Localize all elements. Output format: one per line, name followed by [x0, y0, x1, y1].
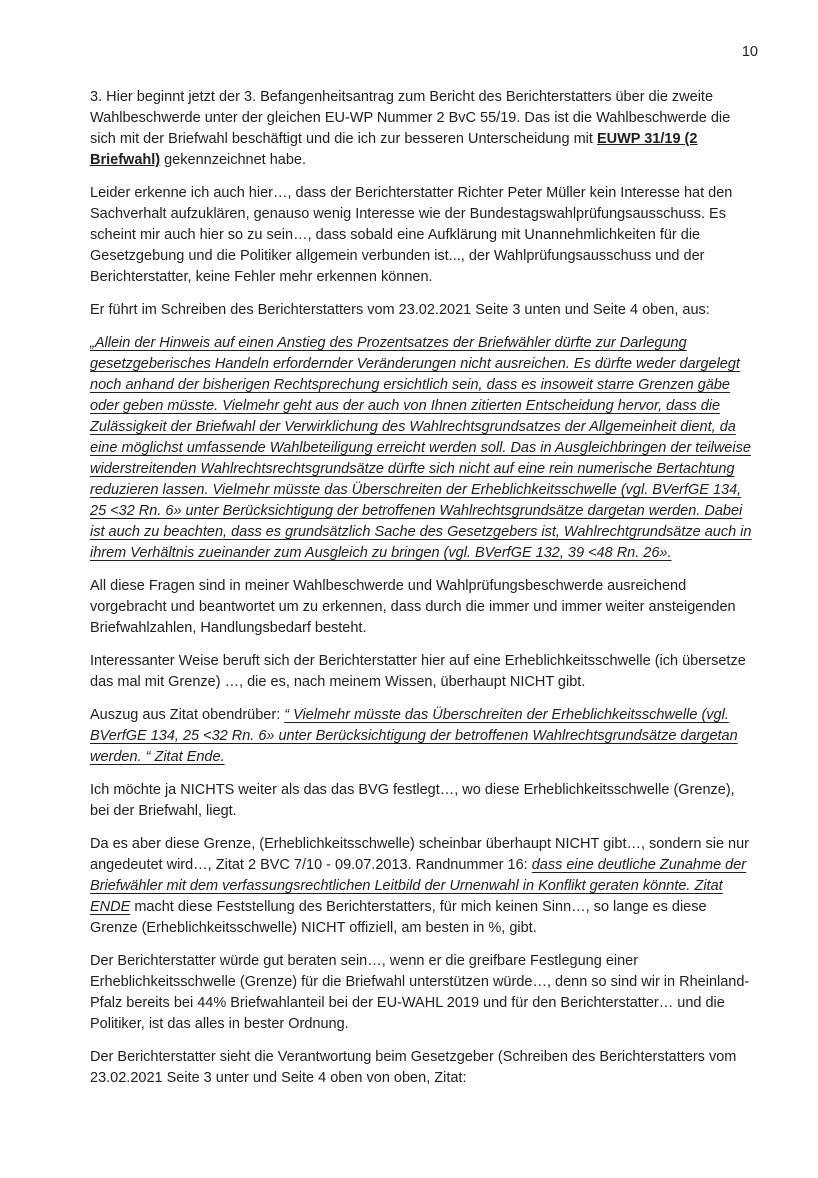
- para-gut-beraten: Der Berichterstatter würde gut beraten sein…, wenn er die greifbare Festlegung einer Erheblichkeitsschwelle (Grenze) für die Briefwahl unterstützen würde…, denn so sind wir in Rheinland-Pfalz bereits bei 44% Briefwahlanteil bei der EU-WAHL 2019 und für den Berichterstatter… und die Politiker, ist das alles in bester Ordnung.: [90, 953, 750, 1032]
- inline-quote-erheblichkeitsschwelle: “ Vielmehr müsste das Überschreiten der Erheblichkeitsschwelle (vgl. BVerfGE 134, 25 <32 Rn. 6» unter Berücksichtigung der betroffenen Wahlrechtsgrundsätze dargetan werden. “ Zitat Ende.: [90, 707, 738, 765]
- para-kein-interesse: Leider erkenne ich auch hier…, dass der Berichterstatter Richter Peter Müller kein Interesse hat den Sachverhalt aufzuklären, genauso wenig Interesse wie der Bundestagswahlprüfungsausschuss. Es scheint mir auch hier so zu sein…, dass sobald eine Aufklärung mit Unannehmlichkeiten für die Gesetzgebung und die Politiker allgemein verbunden ist..., der Wahlprüfungsausschuss und der Berichterstatter, keine Fehler mehr erkennen können.: [90, 185, 733, 285]
- para-text: Da es aber diese Grenze, (Erheblichkeitsschwelle) scheinbar überhaupt NICHT gibt…, sondern sie nur angedeutet wird…, Zitat 2 BVC 7/10 - 09.07.2013. Randnummer 16:: [90, 836, 749, 873]
- para-auszug-zitat: [90, 705, 758, 768]
- para-text: Auszug aus Zitat obendrüber:: [90, 707, 285, 723]
- para-text: gekennzeichnet habe.: [160, 152, 307, 168]
- para-text: macht diese Feststellung des Berichterstatters, für mich keinen Sinn…, so lange es diese Grenze (Erheblichkeitsschwelle) NICHT offiziell, am besten in %, gibt.: [90, 899, 707, 936]
- inline-quote-zunahme-briefwaehler: dass eine deutliche Zunahme der Briefwähler mit dem verfassungsrechtlichen Leitbild der Urnenwahl in Konflikt geraten könnte. Zitat ENDE: [90, 857, 747, 915]
- para-fragen-vorgebracht: All diese Fragen sind in meiner Wahlbeschwerde und Wahlprüfungsbeschwerde ausreichend vorgebracht und beantwortet um zu erkennen, dass durch die immer und immer weiter ansteigenden Briefwahlzahlen, Handlungsbedarf besteht.: [90, 578, 736, 636]
- para-erheblichkeitsschwelle: Interessanter Weise beruft sich der Berichterstatter hier auf eine Erheblichkeitsschwelle (ich übersetze das mal mit Grenze) …, die es, nach meinem Wissen, überhaupt NICHT gibt.: [90, 653, 746, 690]
- page-number: 10: [741, 44, 758, 60]
- para-befangenheitsantrag: [90, 87, 758, 171]
- para-grenze-nicht-gibt: [90, 834, 758, 939]
- case-label-euwp: EUWP 31/19 (2 Briefwahl): [90, 131, 698, 168]
- para-schreiben-intro: Er führt im Schreiben des Berichterstatters vom 23.02.2021 Seite 3 unten und Seite 4 oben, aus:: [90, 302, 710, 318]
- para-text: 3. Hier beginnt jetzt der 3. Befangenheitsantrag zum Bericht des Berichterstatters über die zweite Wahlbeschwerde unter der gleichen EU-WP Nummer 2 BvC 55/19. Das ist die Wahlbeschwerde die sich mit der Briefwahl beschäftigt und die ich zur besseren Unterscheidung mit: [90, 89, 731, 147]
- para-verantwortung-gesetzgeber: Der Berichterstatter sieht die Verantwortung beim Gesetzgeber (Schreiben des Berichterstatters vom 23.02.2021 Seite 3 unter und Seite 4 oben von oben, Zitat:: [90, 1049, 737, 1086]
- para-bvg-festlegung: Ich möchte ja NICHTS weiter als das das BVG festlegt…, wo diese Erheblichkeitsschwelle (Grenze), bei der Briefwahl, liegt.: [90, 782, 735, 819]
- quote-berichterstatter-schreiben: „Allein der Hinweis auf einen Anstieg des Prozentsatzes der Briefwähler dürfte zur Darlegung gesetzgeberisches Handeln erfordernder Veränderungen nicht ausreichen. Es dürfte weder dargelegt noch anhand der bisherigen Rechtsprechung ersichtlich sein, dass es insoweit starre Grenzen gäbe oder geben müsste. Vielmehr geht aus der auch von Ihnen zitierten Entscheidung hervor, dass die Zulässigkeit der Briefwahl der Verwirklichung des Wahlrechtsgrundsatzes der Allgemeinheit dient, da eine möglichst umfassende Wahlbeteiligung erreicht werden soll. Das in Ausgleichbringen der teilweise widerstreitenden Wahlrechtsrechtsgrundsätze dürfte sich nicht auf eine rein numerische Bertachtung reduzieren lassen. Vielmehr müsste das Überschreiten der Erheblichkeitsschwelle (vgl. BVerfGE 134, 25 <32 Rn. 6» unter Berücksichtigung der betroffenen Wahlrechtsgrundsätze dargetan werden. Dabei ist auch zu beachten, dass es grundsätzlich Sache des Gesetzgebers ist, Wahlrechtgrundsätze auch in ihrem Verhältnis zueinander zum Ausgleich zu bringen (vgl. BVerfGE 132, 39 <48 Rn. 26».: [90, 335, 752, 561]
